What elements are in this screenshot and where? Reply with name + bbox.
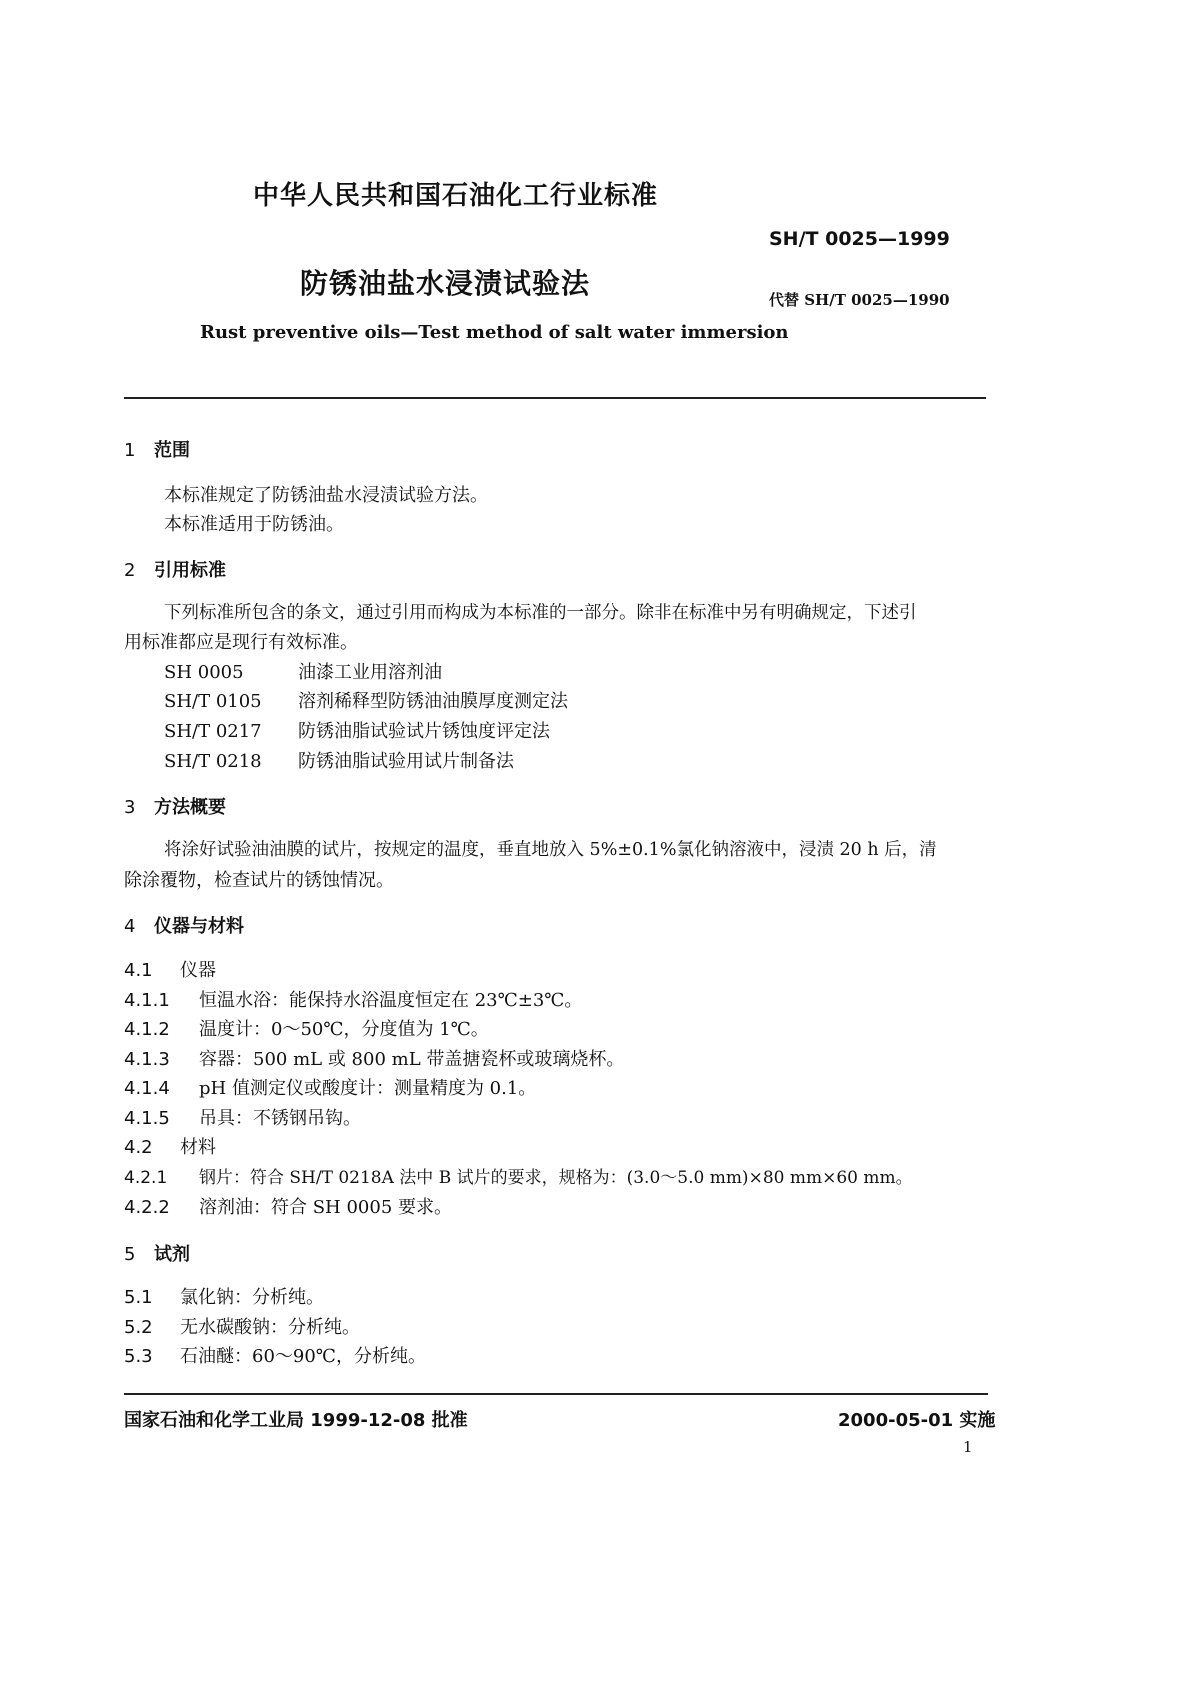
clause-item: 4.2.1 钢片：符合 SH/T 0218A 法中 B 试片的要求，规格为：(3.0～5.0 mm)×80 mm×60 mm。 — [124, 1168, 913, 1188]
section-1-heading: 1 范围 — [124, 440, 190, 461]
clause-item: 4.2 材料 — [124, 1137, 216, 1158]
section-3-heading: 3 方法概要 — [124, 797, 226, 818]
header-rule — [124, 397, 986, 399]
page-number: 1 — [963, 1438, 973, 1456]
clause-item: 4.1.4 pH 值测定仪或酸度计：测量精度为 0.1。 — [124, 1078, 537, 1099]
clause-item: 5.1 氯化钠：分析纯。 — [124, 1287, 324, 1308]
clause-item: 5.3 石油醚：60～90℃，分析纯。 — [124, 1346, 426, 1367]
clause-item: 4.1.1 恒温水浴：能保持水浴温度恒定在 23℃±3℃。 — [124, 990, 583, 1011]
clause-item: 5.2 无水碳酸钠：分析纯。 — [124, 1317, 360, 1338]
issuer-title: 中华人民共和国石油化工行业标准 — [253, 181, 659, 211]
clause-item: 4.1.5 吊具：不锈钢吊钩。 — [124, 1108, 361, 1129]
clause-item: 4.2.2 溶剂油：符合 SH 0005 要求。 — [124, 1197, 453, 1218]
section-1-para-2: 本标准适用于防锈油。 — [164, 514, 344, 535]
standard-code: SH/T 0025—1999 — [769, 228, 950, 250]
clause-item: 4.1.3 容器：500 mL 或 800 mL 带盖搪瓷杯或玻璃烧杯。 — [124, 1049, 625, 1070]
section-1-para-1: 本标准规定了防锈油盐水浸渍试验方法。 — [164, 485, 488, 506]
reference-item: SH/T 0105 溶剂稀释型防锈油油膜厚度测定法 — [164, 691, 568, 712]
reference-item: SH 0005 油漆工业用溶剂油 — [164, 662, 442, 683]
title-en: Rust preventive oils—Test method of salt water immersion — [200, 322, 789, 343]
section-4-heading: 4 仪器与材料 — [124, 916, 244, 937]
replaces-note: 代替 SH/T 0025—1990 — [769, 291, 950, 309]
clause-item: 4.1.2 温度计：0～50℃，分度值为 1℃。 — [124, 1019, 489, 1040]
section-5-heading: 5 试剂 — [124, 1244, 190, 1265]
clause-item: 4.1 仪器 — [124, 960, 216, 981]
section-2-para-line-2: 用标准都应是现行有效标准。 — [124, 632, 358, 653]
reference-item: SH/T 0218 防锈油脂试验用试片制备法 — [164, 751, 514, 772]
reference-item: SH/T 0217 防锈油脂试验试片锈蚀度评定法 — [164, 721, 550, 742]
section-3-para-line-2: 除涂覆物，检查试片的锈蚀情况。 — [124, 870, 394, 891]
section-2-heading: 2 引用标准 — [124, 560, 226, 581]
approval-note: 国家石油和化学工业局 1999-12-08 批准 — [124, 1410, 468, 1431]
section-2-para-line-1: 下列标准所包含的条文，通过引用而构成为本标准的一部分。除非在标准中另有明确规定，下述引 — [164, 603, 917, 623]
footer-rule — [124, 1393, 988, 1395]
effective-date: 2000-05-01 实施 — [838, 1410, 996, 1431]
title-cn: 防锈油盐水浸渍试验法 — [300, 267, 591, 300]
section-3-para-line-1: 将涂好试验油油膜的试片，按规定的温度，垂直地放入 5%±0.1%氯化钠溶液中，浸渍 20 h 后，清 — [164, 840, 937, 860]
